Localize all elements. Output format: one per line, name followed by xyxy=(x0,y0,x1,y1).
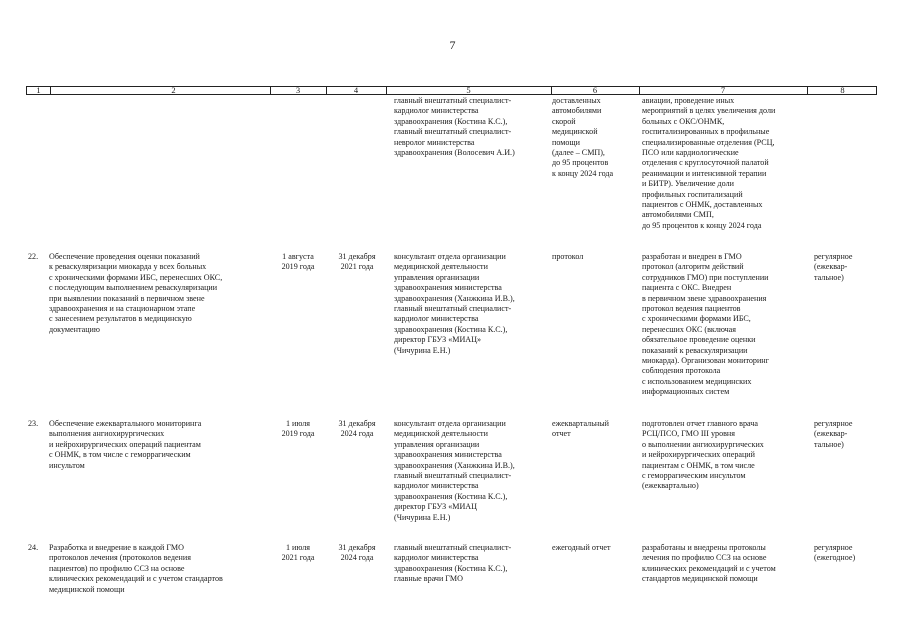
row-22-number: 22. xyxy=(28,252,39,261)
row-23-result-type: ежеквартальный отчет xyxy=(552,419,609,439)
header-col-1: 1 xyxy=(36,85,41,95)
row-22-result-type: протокол xyxy=(552,252,584,261)
header-col-6: 6 xyxy=(592,85,598,95)
row-23-measure: Обеспечение ежеквартального мониторинга выполнения ангиохирургических и нейрохирургических операций пациентам с ОНМК, в том числе с геморрагическим инсультом xyxy=(49,419,202,470)
row-23-frequency: регулярное (ежеквар- тальное) xyxy=(814,419,853,449)
row-24-number: 24. xyxy=(28,543,39,552)
row-22-frequency: регулярное (ежеквар- тальное) xyxy=(814,252,853,282)
header-col-2: 2 xyxy=(171,85,176,95)
row-23-start: 1 июля 2019 года xyxy=(281,419,315,439)
header-col-4: 4 xyxy=(353,85,359,95)
table-header-row xyxy=(26,86,877,95)
header-col-8: 8 xyxy=(840,85,845,95)
row-22-end: 31 декабря 2021 года xyxy=(338,252,376,272)
row-24-result-type: ежегодный отчет xyxy=(552,543,611,552)
row-24-start: 1 июля 2021 года xyxy=(281,543,315,563)
row-22-measure: Обеспечение проведения оценки показаний к реваскуляризации миокарда у всех больных с хроническими формами ИБС, перенесших ОКС, с последующим выполнением реваскуляризации при выявлении показаний в первичном звене здравоохранения и на стационарном этапе с занесением результатов в медицинскую документацию xyxy=(49,252,223,334)
header-col-7: 7 xyxy=(720,85,726,95)
header-col-3: 3 xyxy=(295,85,301,95)
row-23-number: 23. xyxy=(28,419,39,428)
row-22-responsible: консультант отдела организации медицинской деятельности управления организации здравоохранения министерства здравоохранения (Ханжкина И.В.), главный внештатный специалист- кардиолог министерства здравоохранения (Костина К.С.), директор ГБУЗ «МИАЦ» (Чичурина Е.Н.) xyxy=(394,252,515,355)
row-22-result: разработан и внедрен в ГМО протокол (алгоритм действий сотрудников ГМО) при поступлении пациента с ОКС. Внедрен в первичном звене здравоохранения протокол ведения пациентов с хроническими формами ИБС, перенесших ОКС (включая обязательное проведение оценки показаний к реваскуляризации миокарда). Организован мониторинг соблюдения протокола с использованием медицинских информационных систем xyxy=(642,252,769,397)
page-number: 7 xyxy=(449,38,456,52)
row-24-responsible: главный внештатный специалист- кардиолог министерства здравоохранения (Костина К.С.), главные врачи ГМО xyxy=(394,543,512,584)
row-24-frequency: регулярное (ежегодное) xyxy=(814,543,856,563)
row-23-result: подготовлен отчет главного врача РСЦ/ПСО, ГМО III уровня о выполнении ангиохирургических и нейрохирургических операций пациентам с ОНМК, в том числе с геморрагическим инсультом (ежеквартально) xyxy=(642,419,764,491)
row-0-result: авиации, проведение иных мероприятий в целях увеличения доли больных с ОКС/ОНМК, госпитализированных в профильные специализированные отделения (РСЦ, ПСО или кардиологические отделения с круглосуточной палатой реанимации и интенсивной терапии и БИТР). Увеличение доли профильных госпитализаций пациентов с ОНМК, доставленных автомобилями СМП, до 95 процентов к концу 2024 года xyxy=(642,96,776,230)
row-23-responsible: консультант отдела организации медицинской деятельности управления организации здравоохранения министерства здравоохранения (Ханжкина И.В.), главный внештатный специалист- кардиолог министерства здравоохранения (Костина К.С.), директор ГБУЗ «МИАЦ (Чичурина Е.Н.) xyxy=(394,419,515,522)
header-col-5: 5 xyxy=(466,85,471,95)
row-0-result-type: доставленных автомобилями скорой медицинской помощи (далее – СМП), до 95 процентов к концу 2024 года xyxy=(552,96,614,178)
row-23-end: 31 декабря 2024 года xyxy=(338,419,376,439)
row-24-end: 31 декабря 2024 года xyxy=(338,543,376,563)
row-24-measure: Разработка и внедрение в каждой ГМО протоколов лечения (протоколов ведения пациентов) по профилю ССЗ на основе клинических рекомендаций и с учетом стандартов медицинской помощи xyxy=(49,543,223,594)
row-0-responsible: главный внештатный специалист- кардиолог министерства здравоохранения (Костина К.С.), главный внештатный специалист- невролог министерства здравоохранения (Волосевич А.И.) xyxy=(394,96,515,158)
row-22-start: 1 августа 2019 года xyxy=(281,252,315,272)
row-24-result: разработаны и внедрены протоколы лечения по профилю ССЗ на основе клинических рекомендаций и с учетом стандартов медицинской помощи xyxy=(642,543,776,584)
